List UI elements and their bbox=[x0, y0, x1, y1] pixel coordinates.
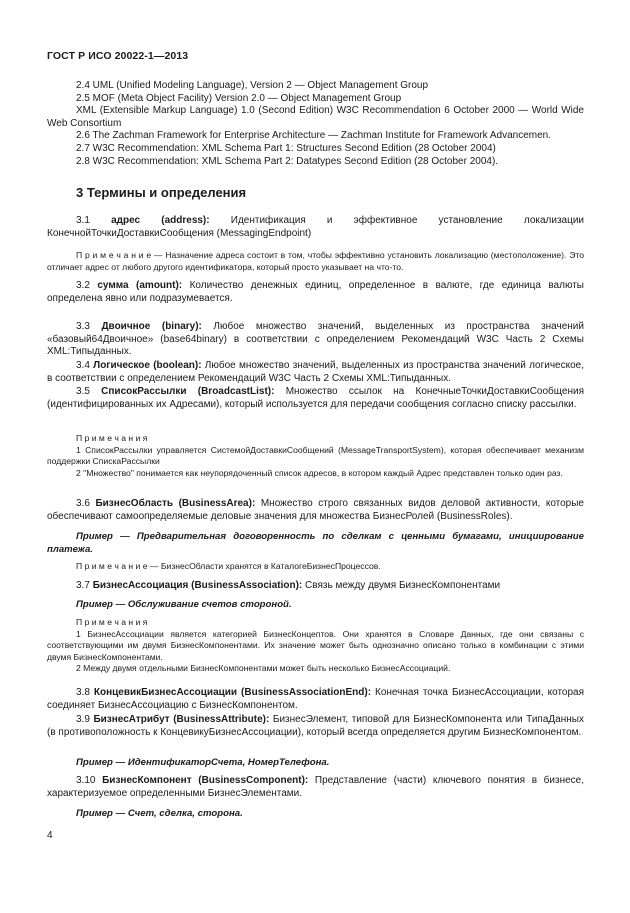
example-3-10 bbox=[47, 808, 584, 821]
term-3-2 bbox=[47, 280, 584, 305]
term-number: 3.5 bbox=[76, 386, 102, 397]
term-name: Логическое (boolean): bbox=[93, 360, 202, 371]
section-title-block bbox=[47, 185, 584, 201]
term-3-6 bbox=[47, 498, 584, 523]
notes-label: П р и м е ч а н и я bbox=[76, 617, 148, 627]
example-text: Пример — Счет, сделка, сторона. bbox=[76, 808, 243, 819]
reference-item: 2.5 MOF (Meta Object Facility) Version 2.0 — Object Management Group bbox=[76, 92, 402, 104]
example-3-7 bbox=[47, 599, 584, 612]
reference-item: 2.8 W3C Recommendation: XML Schema Part 2: Datatypes Second Edition (28 October 2004). bbox=[76, 155, 499, 167]
term-name: КонцевикБизнесАссоциации (BusinessAssociationEnd): bbox=[93, 687, 372, 698]
example-3-9 bbox=[47, 757, 584, 770]
term-number: 3.6 bbox=[76, 498, 96, 509]
note-3-1 bbox=[47, 250, 584, 273]
term-number: 3.1 bbox=[76, 215, 112, 226]
term-3-9 bbox=[47, 714, 584, 739]
term-name: адрес (address): bbox=[111, 215, 210, 226]
example-3-6 bbox=[47, 531, 584, 556]
term-3-1 bbox=[47, 215, 584, 240]
term-number: 3.10 bbox=[76, 775, 103, 786]
example-text: Пример — Обслуживание счетов стороной. bbox=[76, 599, 292, 610]
term-definition: Множество ссылок на КонечныеТочкиДоставкиСообщения (идентифицированных их Адресами), который используется для передачи сообщения согласно списку рассылки. bbox=[47, 386, 584, 410]
term-definition: Представление (части) ключевого понятия в бизнесе, характеризуемое определенными БизнесЭлементами. bbox=[47, 775, 584, 799]
term-name: СписокРассылки (BroadcastList): bbox=[101, 386, 275, 397]
term-3-7 bbox=[47, 580, 584, 593]
references-list bbox=[47, 80, 584, 168]
notes-label: П р и м е ч а н и я bbox=[76, 433, 148, 443]
document-header: ГОСТ Р ИСО 20022-1—2013 bbox=[47, 50, 189, 62]
term-definition: БизнесЭлемент, типовой для БизнесКомпонента или ТипаДанных (в противоположность к КонцевикуБизнесАссоциации), который всегда определяется другим БизнесКомпонентом. bbox=[47, 714, 584, 738]
term-3-8 bbox=[47, 687, 584, 712]
note-item: 1 БизнесАссоциации является категорией БизнесКонцептов. Они хранятся в Словаре Данных, где они связаны с соответствующими им двумя БизнесКомпонентами. Их значение может быть однозначно описано только в комбинации с этими двумя БизнесКомпонентами. bbox=[47, 628, 584, 662]
note-item: 2 "Множество" понимается как неупорядоченный список адресов, в котором каждый Адрес представлен только один раз. bbox=[76, 467, 563, 478]
term-name: БизнесОбласть (BusinessArea): bbox=[95, 498, 256, 509]
note-text: — Назначение адреса состоит в том, чтобы эффективно установить локализацию (местоположение). Это отличает адрес от любого другого идентификатора, который просто указывает на что-то. bbox=[47, 250, 584, 272]
term-number: 3.7 bbox=[76, 580, 93, 591]
term-number: 3.4 bbox=[76, 360, 94, 371]
term-name: БизнесАссоциация (BusinessAssociation): bbox=[92, 580, 303, 591]
example-text: Пример — Предварительная договоренность по сделкам с ценными бумагами, инициирование платежа. bbox=[47, 531, 584, 555]
note-3-6 bbox=[47, 561, 584, 573]
notes-3-7 bbox=[47, 617, 584, 675]
term-definition: Конечная точка БизнесАссоциации, которая соединяет БизнесАссоциацию с БизнесКомпонентом. bbox=[47, 687, 585, 711]
example-text: Пример — ИдентификаторСчета, НомерТелефона. bbox=[76, 757, 330, 768]
term-definition: Любое множество значений, выделенных из пространства значений «базовый64Двоичное» (base64binary) в соответствии с определением Рекомендаций W3C Часть 2 Схемы XML:Типыданных. bbox=[47, 321, 584, 358]
note-label: П р и м е ч а н и е bbox=[76, 250, 152, 260]
term-number: 3.3 bbox=[76, 321, 102, 332]
term-3-10 bbox=[47, 775, 584, 800]
reference-item: XML (Extensible Markup Language) 1.0 (Second Edition) W3C Recommendation 6 October 2000 — World Wide Web Consortium bbox=[47, 105, 584, 129]
note-label: П р и м е ч а н и е bbox=[76, 561, 148, 571]
reference-item: 2.4 UML (Unified Modeling Language), Version 2 — Object Management Group bbox=[76, 80, 429, 91]
term-definition: Любое множество значений, выделенных из пространства значений логическое, в соответствии с определением Рекомендаций W3C Часть 2 Схемы XML:Типыданных. bbox=[47, 360, 584, 384]
term-name: Двоичное (binary): bbox=[101, 321, 202, 332]
term-3-3 bbox=[47, 321, 584, 359]
page-number: 4 bbox=[47, 830, 53, 841]
note-text: — БизнесОбласти хранятся в КаталогеБизнесПроцессов. bbox=[147, 561, 381, 571]
section-title: 3 Термины и определения bbox=[76, 185, 247, 200]
term-name: БизнесАтрибут (BusinessAttribute): bbox=[93, 714, 270, 725]
term-definition: Идентификация и эффективное установление локализации КонечнойТочкиДоставкиСообщения (MessagingEndpoint) bbox=[47, 215, 585, 239]
term-number: 3.9 bbox=[76, 714, 94, 725]
note-item: 2 Между двумя отдельными БизнесКомпонентами может быть несколько БизнесАссоциаций. bbox=[76, 663, 451, 673]
term-number: 3.2 bbox=[76, 280, 98, 291]
term-name: сумма (amount): bbox=[97, 280, 183, 291]
note-item: 1 СписокРассылки управляется СистемойДоставкиСообщений (MessageTransportSystem), которая обеспечивает механизм поддержки СпискаРассылки bbox=[47, 444, 584, 466]
term-3-5 bbox=[47, 386, 584, 411]
term-name: БизнесКомпонент (BusinessComponent): bbox=[102, 775, 309, 786]
term-definition: Количество денежных единиц, определенное в валюте, где единица валюты определена явно или подразумевается. bbox=[47, 280, 584, 304]
reference-item: 2.7 W3C Recommendation: XML Schema Part 1: Structures Second Edition (28 October 2004) bbox=[76, 142, 496, 154]
term-definition: Множество строго связанных видов деловой активности, которые обеспечивают самоопределяемые деловые значения для множества БизнесРолей (BusinessRoles). bbox=[47, 498, 584, 522]
reference-item: 2.6 The Zachman Framework for Enterprise Architecture — Zachman Institute for Framework Advancemen. bbox=[76, 130, 552, 142]
term-number: 3.8 bbox=[76, 687, 94, 698]
term-definition: Связь между двумя БизнесКомпонентами bbox=[302, 580, 501, 591]
term-3-4 bbox=[47, 360, 584, 385]
notes-3-5 bbox=[47, 433, 584, 479]
